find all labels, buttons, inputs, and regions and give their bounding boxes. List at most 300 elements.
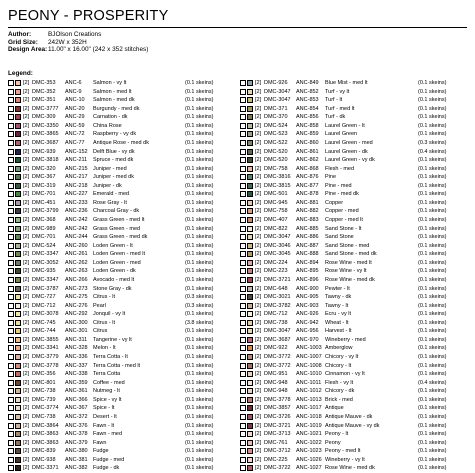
dmc-code: DMC-524: [264, 122, 288, 129]
color-swatch: [15, 114, 21, 120]
legend-row: [240, 439, 468, 448]
dmc-code: DMC-520: [264, 148, 288, 155]
symbol-box: [8, 166, 14, 172]
symbol-box: [8, 277, 14, 283]
color-swatch: [247, 388, 253, 394]
thread-name: Fawn: [93, 439, 107, 446]
color-swatch: [15, 89, 21, 95]
skein-amount: (0.1 skeins): [418, 405, 447, 412]
skein-amount: (0.1 skeins): [418, 336, 447, 343]
strand-count: [2]: [255, 122, 262, 129]
color-swatch: [247, 106, 253, 112]
dmc-code: DMC-701: [32, 191, 56, 198]
thread-name: Turf - vy lt: [325, 88, 350, 95]
dmc-code: DMC-3863: [32, 439, 59, 446]
skein-amount: (0.1 skeins): [418, 396, 447, 403]
symbol-box: [8, 149, 14, 155]
dmc-code: DMC-3687: [32, 139, 59, 146]
color-swatch: [247, 268, 253, 274]
legend-row: [240, 396, 468, 405]
color-swatch: [247, 166, 253, 172]
dmc-code: DMC-367: [32, 174, 56, 181]
legend-row: [240, 379, 468, 388]
skein-amount: (0.1 skeins): [185, 396, 214, 403]
strand-count: [2]: [255, 131, 262, 138]
legend-row: [8, 96, 232, 105]
symbol-box: [8, 80, 14, 86]
symbol-box: [8, 457, 14, 463]
skein-amount: (0.1 skeins): [185, 157, 214, 164]
symbol-box: [240, 448, 246, 454]
dmc-code: DMC-3047: [264, 234, 291, 241]
dmc-code: DMC-938: [32, 456, 56, 463]
legend-row: [240, 165, 468, 174]
anchor-code: ANC-883: [296, 217, 319, 223]
title-divider: [8, 27, 467, 28]
symbol-box: [8, 465, 14, 471]
strand-count: [2]: [23, 199, 30, 206]
strand-count: [2]: [255, 371, 262, 378]
thread-name: Rose Wine - med lt: [325, 259, 372, 266]
color-swatch: [247, 191, 253, 197]
symbol-box: [8, 260, 14, 266]
dmc-code: DMC-370: [264, 114, 288, 121]
anchor-code: ANC-211: [65, 157, 88, 164]
symbol-box: [240, 345, 246, 351]
strand-count: [2]: [23, 122, 30, 129]
thread-name: Loden Green - med lt: [93, 251, 145, 258]
skein-amount: (0.1 skeins): [185, 242, 214, 249]
strand-count: [2]: [23, 234, 30, 241]
skein-amount: (0.1 skeins): [185, 362, 214, 369]
anchor-code: ANC-261: [65, 251, 88, 258]
dmc-code: DMC-738: [32, 388, 56, 395]
skein-amount: (0.1 skeins): [418, 165, 447, 172]
legend-row: [240, 267, 468, 276]
color-swatch: [247, 440, 253, 446]
thread-name: Chicory - vy lt: [325, 354, 359, 360]
color-swatch: [247, 423, 253, 429]
strand-count: [2]: [255, 157, 262, 164]
dmc-code: DMC-522: [264, 139, 288, 146]
thread-name: Peony - med lt: [325, 448, 361, 455]
skein-amount: (0.1 skeins): [185, 439, 214, 446]
skein-amount: (0.1 skeins): [418, 182, 447, 189]
symbol-box: [8, 414, 14, 420]
legend-row: [240, 156, 468, 165]
dmc-code: DMC-951: [264, 371, 288, 378]
color-swatch: [15, 465, 21, 471]
dmc-code: DMC-3078: [32, 311, 59, 318]
dmc-code: DMC-926: [264, 80, 288, 86]
legend-row: [240, 130, 468, 139]
anchor-code: ANC-328: [65, 345, 88, 352]
thread-name: Antique Mauve - vy dk: [325, 422, 380, 429]
skein-amount: (0.1 skeins): [185, 191, 214, 198]
color-swatch: [247, 337, 253, 343]
thread-name: Antique: [325, 405, 344, 412]
thread-name: Salmon - vy lt: [93, 80, 127, 86]
skein-amount: (0.1 skeins): [418, 362, 447, 369]
legend-row: [240, 122, 468, 131]
skein-amount: (0.1 skeins): [418, 294, 447, 301]
strand-count: [2]: [255, 114, 262, 121]
anchor-code: ANC-217: [65, 174, 88, 181]
dmc-code: DMC-309: [32, 114, 56, 121]
anchor-code: ANC-1008: [296, 362, 322, 369]
skein-amount: (0.1 skeins): [418, 354, 447, 360]
anchor-code: ANC-888: [296, 251, 319, 258]
anchor-code: ANC-276: [65, 302, 88, 309]
color-swatch: [247, 183, 253, 189]
symbol-box: [240, 89, 246, 95]
strand-count: [2]: [23, 225, 30, 232]
skein-amount: (0.1 skeins): [185, 148, 214, 155]
dmc-code: DMC-939: [32, 148, 56, 155]
legend-row: [240, 353, 468, 362]
symbol-box: [8, 140, 14, 146]
strand-count: [2]: [255, 208, 262, 215]
symbol-box: [240, 106, 246, 112]
color-swatch: [15, 286, 21, 292]
strand-count: [2]: [255, 182, 262, 189]
thread-name: Rose Wine - med dk: [325, 465, 375, 472]
anchor-code: ANC-970: [296, 336, 319, 343]
symbol-box: [240, 371, 246, 377]
skein-amount: (0.4 skeins): [418, 148, 447, 155]
anchor-code: ANC-1007: [296, 354, 322, 360]
anchor-code: ANC-900: [296, 285, 319, 292]
thread-name: Laurel Green: [325, 131, 358, 138]
anchor-code: ANC-860: [296, 139, 319, 146]
legend-row: [240, 456, 468, 465]
symbol-box: [8, 200, 14, 206]
skein-amount: (3.8 skeins): [185, 319, 214, 326]
dmc-code: DMC-353: [32, 80, 56, 86]
color-swatch: [247, 174, 253, 180]
anchor-code: ANC-862: [296, 157, 319, 164]
skein-amount: (0.1 skeins): [418, 319, 447, 326]
anchor-code: ANC-372: [65, 413, 88, 420]
color-swatch: [15, 251, 21, 257]
skein-amount: (0.1 skeins): [185, 328, 214, 335]
thread-name: Tangerine - vy lt: [93, 336, 132, 343]
symbol-box: [8, 89, 14, 95]
thread-name: Chicory - dk: [325, 388, 355, 395]
legend-row: [8, 242, 232, 251]
thread-name: Avocado - med lt: [93, 276, 135, 283]
anchor-code: ANC-382: [65, 465, 88, 472]
color-swatch: [247, 123, 253, 129]
symbol-box: [240, 80, 246, 86]
symbol-box: [8, 405, 14, 411]
legend-row: [8, 430, 232, 439]
skein-amount: (0.1 skeins): [418, 97, 447, 104]
dmc-code: DMC-319: [32, 182, 56, 189]
thread-name: Pewter - lt: [325, 285, 350, 292]
strand-count: [2]: [23, 105, 30, 112]
legend-row: [8, 336, 232, 345]
dmc-code: DMC-523: [264, 131, 288, 138]
skein-amount: (0.1 skeins): [418, 88, 447, 95]
color-swatch: [247, 260, 253, 266]
anchor-code: ANC-380: [65, 448, 88, 455]
symbol-box: [240, 191, 246, 197]
strand-count: [2]: [255, 80, 262, 86]
thread-name: Emerald - med: [93, 191, 130, 198]
strand-count: [2]: [255, 199, 262, 206]
anchor-code: ANC-218: [65, 182, 88, 189]
symbol-box: [240, 208, 246, 214]
legend-row: [8, 456, 232, 465]
anchor-code: ANC-856: [296, 114, 319, 121]
anchor-code: ANC-1017: [296, 405, 322, 412]
anchor-code: ANC-905: [296, 294, 319, 301]
anchor-code: ANC-263: [65, 268, 88, 275]
anchor-code: ANC-292: [65, 311, 88, 318]
dmc-code: DMC-3341: [32, 345, 59, 352]
strand-count: [2]: [23, 148, 30, 155]
symbol-box: [8, 286, 14, 292]
color-swatch: [247, 328, 253, 334]
anchor-code: ANC-379: [65, 439, 88, 446]
thread-name: Wineberry - med: [325, 336, 366, 343]
skein-amount: (0.1 skeins): [185, 217, 214, 223]
dmc-code: DMC-761: [264, 439, 288, 446]
strand-count: [2]: [255, 97, 262, 104]
legend-row: [8, 464, 232, 473]
dmc-code: DMC-948: [264, 379, 288, 386]
thread-name: Copper - med lt: [325, 217, 363, 223]
legend-row: [8, 327, 232, 336]
anchor-code: ANC-152: [65, 148, 88, 155]
legend-row: [240, 96, 468, 105]
anchor-code: ANC-1018: [296, 413, 322, 420]
symbol-box: [8, 123, 14, 129]
dmc-code: DMC-3772: [264, 354, 291, 360]
thread-name: Turf - lt: [325, 97, 343, 104]
legend-row: [8, 182, 232, 191]
thread-name: Juniper - med dk: [93, 174, 134, 181]
thread-name: Delft Blue - vy dk: [93, 148, 135, 155]
strand-count: [2]: [255, 311, 262, 318]
skein-amount: (0.1 skeins): [185, 165, 214, 172]
anchor-code: ANC-1023: [296, 448, 322, 455]
legend-row: [240, 88, 468, 97]
legend-row: [8, 439, 232, 448]
skein-amount: (0.1 skeins): [418, 217, 447, 223]
symbol-box: [240, 183, 246, 189]
strand-count: [2]: [23, 88, 30, 95]
legend-row: [240, 362, 468, 371]
strand-count: [2]: [23, 311, 30, 318]
skein-amount: (0.1 skeins): [418, 259, 447, 266]
symbol-box: [8, 371, 14, 377]
dmc-code: DMC-758: [264, 208, 288, 215]
skein-amount: (0.1 skeins): [185, 379, 214, 386]
anchor-code: ANC-926: [296, 311, 319, 318]
dmc-code: DMC-223: [264, 268, 288, 275]
thread-name: Loden Green - dk: [93, 268, 136, 275]
symbol-box: [8, 320, 14, 326]
strand-count: [2]: [255, 379, 262, 386]
legend-row: [240, 148, 468, 157]
anchor-code: ANC-366: [65, 396, 88, 403]
legend-row: [8, 285, 232, 294]
symbol-box: [240, 140, 246, 146]
color-swatch: [15, 337, 21, 343]
color-swatch: [15, 363, 21, 369]
dmc-code: DMC-3778: [32, 362, 59, 369]
dmc-code: DMC-739: [32, 396, 56, 403]
dmc-code: DMC-935: [32, 268, 56, 275]
color-swatch: [247, 208, 253, 214]
symbol-box: [240, 226, 246, 232]
legend-row: [240, 207, 468, 216]
anchor-code: ANC-895: [296, 268, 319, 275]
anchor-code: ANC-233: [65, 199, 88, 206]
thread-name: Rose Wine - med dk: [325, 276, 375, 283]
dmc-code: DMC-3347: [32, 276, 59, 283]
skein-amount: (0.3 skeins): [185, 294, 214, 301]
skein-amount: (0.1 skeins): [418, 422, 447, 429]
color-swatch: [247, 294, 253, 300]
anchor-code: ANC-10: [65, 97, 85, 104]
thread-name: Wheat - lt: [325, 319, 349, 326]
strand-count: [2]: [23, 276, 30, 283]
dmc-code: DMC-356: [32, 371, 56, 378]
symbol-box: [240, 328, 246, 334]
legend-row: [8, 199, 232, 208]
legend-row: [8, 276, 232, 285]
strand-count: [2]: [23, 97, 30, 104]
anchor-code: ANC-1026: [296, 456, 322, 463]
anchor-code: ANC-338: [65, 371, 88, 378]
thread-name: Spruce - med dk: [93, 157, 134, 164]
thread-name: Citrus - lt: [93, 319, 115, 326]
color-swatch: [15, 217, 21, 223]
strand-count: [2]: [23, 131, 30, 138]
color-swatch: [15, 157, 21, 163]
symbol-box: [240, 303, 246, 309]
symbol-box: [8, 448, 14, 454]
skein-amount: (0.1 skeins): [418, 345, 447, 352]
anchor-code: ANC-877: [296, 182, 319, 189]
dmc-code: DMC-3865: [32, 131, 59, 138]
strand-count: [2]: [255, 294, 262, 301]
color-swatch: [247, 89, 253, 95]
dmc-code: DMC-648: [264, 285, 288, 292]
thread-name: Juniper - med: [93, 165, 127, 172]
color-swatch: [15, 397, 21, 403]
symbol-box: [8, 380, 14, 386]
anchor-code: ANC-1010: [296, 371, 322, 378]
color-swatch: [15, 234, 21, 240]
color-swatch: [15, 303, 21, 309]
legend-row: [240, 276, 468, 285]
dmc-code: DMC-3046: [264, 242, 291, 249]
thread-name: Sand Stone: [325, 234, 354, 241]
anchor-code: ANC-381: [65, 456, 88, 463]
anchor-code: ANC-215: [65, 165, 88, 172]
legend-column-left: [8, 79, 232, 473]
anchor-code: ANC-242: [65, 217, 88, 223]
thread-name: Sand Stone - med: [325, 242, 370, 249]
color-swatch: [247, 405, 253, 411]
dmc-code: DMC-3021: [264, 294, 291, 301]
dmc-code: DMC-948: [264, 388, 288, 395]
symbol-box: [8, 440, 14, 446]
thread-name: Fudge: [93, 448, 109, 455]
dmc-code: DMC-3721: [264, 422, 291, 429]
skein-amount: (0.1 skeins): [185, 268, 214, 275]
strand-count: [2]: [23, 328, 30, 335]
anchor-code: ANC-273: [65, 285, 88, 292]
legend-row: [8, 370, 232, 379]
thread-name: Loden Green - med: [93, 259, 141, 266]
color-swatch: [15, 431, 21, 437]
symbol-box: [8, 114, 14, 120]
strand-count: [2]: [255, 259, 262, 266]
color-swatch: [15, 149, 21, 155]
symbol-box: [8, 226, 14, 232]
thread-name: Rose Gray - lt: [93, 199, 127, 206]
skein-amount: (0.1 skeins): [185, 448, 214, 455]
anchor-code: ANC-1012: [296, 388, 322, 395]
thread-name: Pearl: [93, 302, 106, 309]
skein-amount: (0.1 skeins): [418, 225, 447, 232]
dmc-code: DMC-3782: [264, 302, 291, 309]
thread-name: Juniper - dk: [93, 182, 122, 189]
color-swatch: [15, 311, 21, 317]
symbol-box: [8, 217, 14, 223]
symbol-box: [8, 251, 14, 257]
pattern-info: [8, 31, 148, 54]
skein-amount: (0.1 skeins): [185, 259, 214, 266]
dmc-code: DMC-945: [264, 199, 288, 206]
legend-row: [240, 233, 468, 242]
anchor-code: ANC-876: [296, 174, 319, 181]
strand-count: [2]: [255, 165, 262, 172]
dmc-code: DMC-451: [32, 199, 56, 206]
grid-size-value: 242W x 352H: [48, 38, 87, 46]
symbol-box: [8, 208, 14, 214]
color-swatch: [15, 80, 21, 86]
strand-count: [2]: [255, 422, 262, 429]
anchor-code: ANC-20: [65, 105, 85, 112]
color-swatch: [247, 311, 253, 317]
color-swatch: [15, 354, 21, 360]
strand-count: [2]: [23, 405, 30, 412]
grid-size-row: [8, 39, 148, 47]
legend-row: [240, 327, 468, 336]
strand-count: [2]: [255, 302, 262, 309]
thread-name: Antique Rose - med dk: [93, 139, 149, 146]
legend-row: [240, 447, 468, 456]
anchor-code: ANC-882: [296, 208, 319, 215]
thread-name: Cinnamon - vy lt: [325, 371, 365, 378]
color-swatch: [247, 217, 253, 223]
strand-count: [2]: [255, 388, 262, 395]
strand-count: [2]: [23, 448, 30, 455]
dmc-code: DMC-3787: [32, 285, 59, 292]
skein-amount: (0.1 skeins): [185, 456, 214, 463]
dmc-code: DMC-3347: [32, 251, 59, 258]
symbol-box: [8, 191, 14, 197]
legend-row: [8, 387, 232, 396]
legend-row: [240, 242, 468, 251]
symbol-box: [240, 457, 246, 463]
